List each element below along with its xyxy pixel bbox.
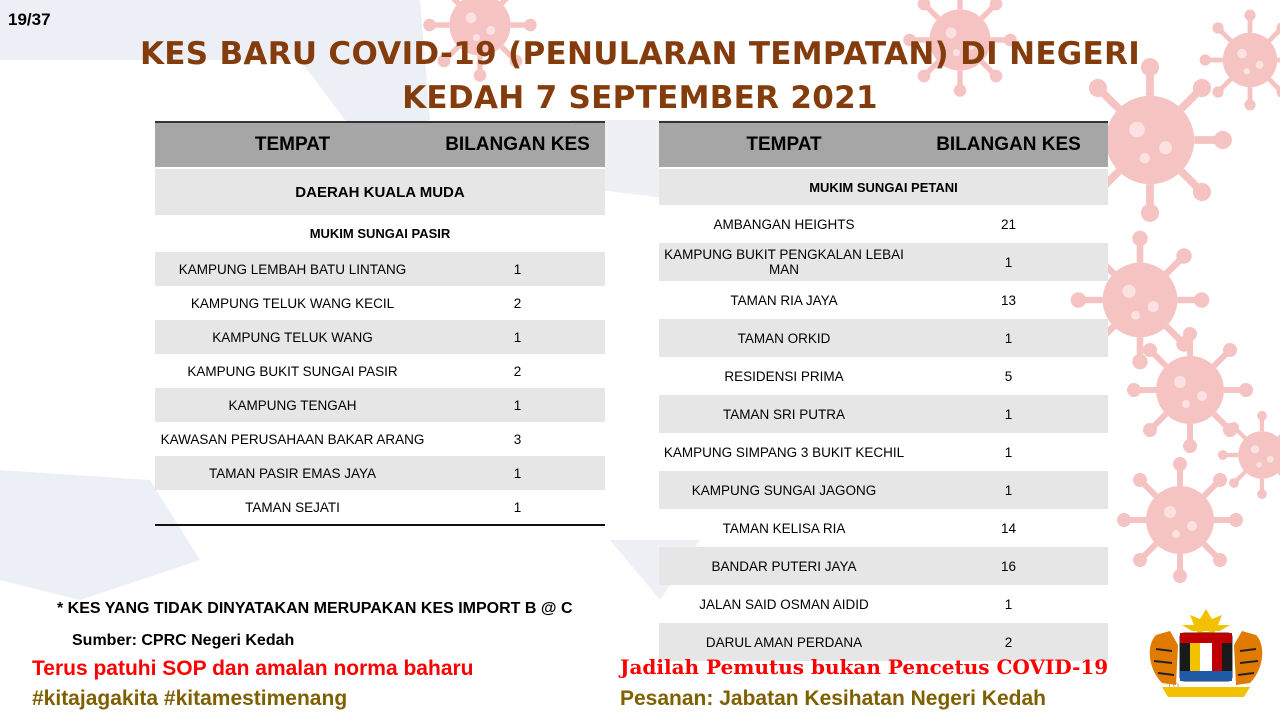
- count-cell: 1: [1004, 254, 1013, 270]
- place-cell: TAMAN SEJATI: [245, 499, 340, 515]
- place-cell: TAMAN SRI PUTRA: [722, 406, 845, 422]
- place-cell: TAMAN ORKID: [737, 330, 831, 346]
- right-case-table: [659, 121, 1108, 661]
- table-row: [155, 456, 605, 490]
- table-row: [659, 205, 1108, 243]
- count-cell: 1: [1004, 330, 1013, 346]
- page-indicator: 19/37: [8, 10, 51, 29]
- right-rows: [659, 205, 1108, 661]
- table-row: [659, 281, 1108, 319]
- count-cell: 1: [1004, 482, 1013, 498]
- district-row: DAERAH KUALA MUDA: [155, 167, 605, 215]
- table-header: [155, 121, 605, 167]
- table-row: [659, 395, 1108, 433]
- table-row: [659, 433, 1108, 471]
- place-cell: KAMPUNG TENGAH: [228, 397, 357, 413]
- place-cell: KAMPUNG BUKIT SUNGAI PASIR: [187, 363, 398, 379]
- jkn-message: Pesanan: Jabatan Kesihatan Negeri Kedah: [620, 687, 1046, 710]
- count-cell: 13: [1000, 292, 1017, 308]
- count-cell: 21: [1000, 216, 1017, 232]
- place-cell: DARUL AMAN PERDANA: [705, 634, 863, 650]
- table-row: [155, 490, 605, 524]
- table-row: [659, 471, 1108, 509]
- count-cell: 1: [513, 261, 522, 277]
- header-count: BILANGAN KES: [936, 134, 1081, 155]
- place-cell: KAMPUNG TELUK WANG: [212, 329, 373, 345]
- place-cell: AMBANGAN HEIGHTS: [713, 216, 855, 232]
- count-cell: 1: [513, 465, 522, 481]
- count-cell: 2: [513, 295, 522, 311]
- table-row: [155, 286, 605, 320]
- table-row: [155, 354, 605, 388]
- header-count: BILANGAN KES: [445, 134, 590, 155]
- count-cell: 2: [513, 363, 522, 379]
- place-cell: TAMAN KELISA RIA: [722, 520, 846, 536]
- count-cell: 1: [1004, 444, 1013, 460]
- table-row: [659, 547, 1108, 585]
- place-cell: KAMPUNG LEMBAH BATU LINTANG: [178, 261, 407, 277]
- mukim-row: MUKIM SUNGAI PASIR: [155, 215, 605, 252]
- hashtag-message: #kitajagakita #kitamestimenang: [32, 687, 348, 710]
- count-cell: 1: [1004, 406, 1013, 422]
- table-row: [659, 357, 1108, 395]
- place-cell: TAMAN RIA JAYA: [730, 292, 838, 308]
- place-cell: RESIDENSI PRIMA: [724, 368, 844, 384]
- count-cell: 1: [513, 329, 522, 345]
- pemutus-message: Jadilah Pemutus bukan Pencetus COVID-19: [620, 655, 1109, 679]
- footnote: * KES YANG TIDAK DINYATAKAN MERUPAKAN KES IMPORT B @ C: [57, 600, 573, 617]
- table-row: [659, 319, 1108, 357]
- header-place: TEMPAT: [254, 134, 331, 155]
- left-rows: [155, 252, 605, 524]
- table-row: [155, 388, 605, 422]
- place-cell: KAMPUNG SUNGAI JAGONG: [691, 482, 877, 498]
- place-cell: KAWASAN PERUSAHAAN BAKAR ARANG: [160, 431, 425, 447]
- count-cell: 14: [1000, 520, 1017, 536]
- header-place: TEMPAT: [746, 134, 822, 155]
- place-cell: TAMAN PASIR EMAS JAYA: [208, 465, 377, 481]
- table-row: [155, 252, 605, 286]
- source-note: Sumber: CPRC Negeri Kedah: [72, 632, 295, 649]
- mukim-row: MUKIM SUNGAI PETANI: [659, 167, 1108, 205]
- place-cell: BANDAR PUTERI JAYA: [711, 558, 857, 574]
- count-cell: 2: [1004, 634, 1013, 650]
- count-cell: 3: [513, 431, 522, 447]
- count-cell: 16: [1000, 558, 1017, 574]
- place-cell: KAMPUNG TELUK WANG KECIL: [190, 295, 395, 311]
- count-cell: 1: [1004, 596, 1013, 612]
- table-row: [659, 243, 1108, 281]
- table-row: [659, 585, 1108, 623]
- place-cell: KAMPUNG BUKIT PENGKALAN LEBAI MAN: [664, 247, 904, 277]
- table-row: [155, 320, 605, 354]
- malaysia-coat-of-arms-icon: [1142, 605, 1270, 700]
- count-cell: 1: [513, 397, 522, 413]
- page-title: KES BARU COVID-19 (PENULARAN TEMPATAN) DI NEGERI KEDAH 7 SEPTEMBER 2021: [139, 36, 1141, 116]
- left-case-table: [155, 121, 605, 526]
- place-cell: KAMPUNG SIMPANG 3 BUKIT KECHIL: [663, 444, 905, 460]
- table-row: [155, 422, 605, 456]
- count-cell: 5: [1004, 368, 1013, 384]
- count-cell: 1: [513, 499, 522, 515]
- sop-message: Terus patuhi SOP dan amalan norma baharu: [32, 657, 474, 680]
- table-row: [659, 509, 1108, 547]
- place-cell: JALAN SAID OSMAN AIDID: [699, 596, 869, 612]
- table-header: [659, 121, 1108, 167]
